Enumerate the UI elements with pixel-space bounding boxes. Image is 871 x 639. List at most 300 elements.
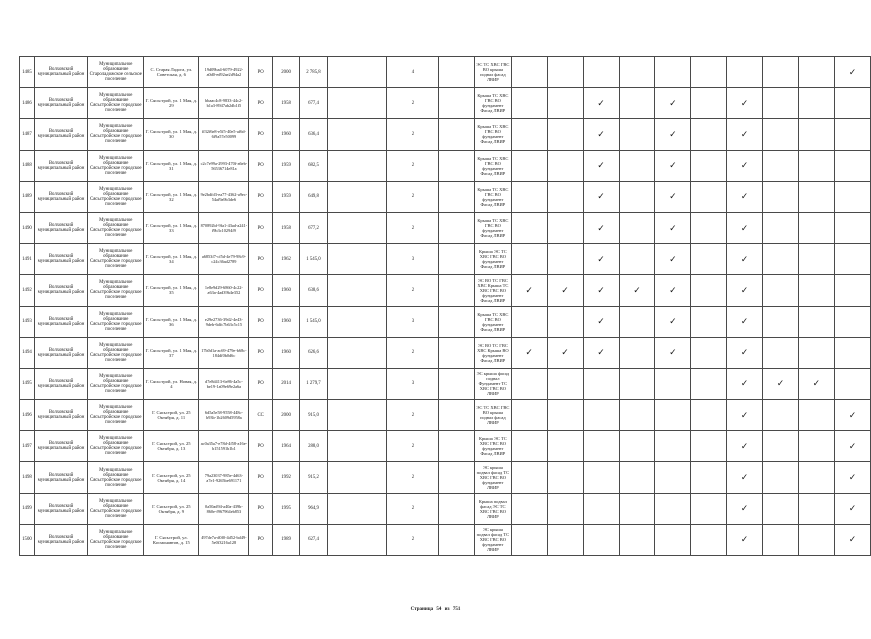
address-cell: С. Старая Ладога, ул. Советская, д. 6 xyxy=(144,57,199,88)
check-mark-icon: ✓ xyxy=(583,244,619,275)
year-cell: 1958 xyxy=(272,212,299,243)
spacer-cell xyxy=(327,150,387,181)
empty-mark-cell xyxy=(511,57,547,88)
district-cell: Волховский муниципальный район xyxy=(34,524,87,555)
empty-mark-cell xyxy=(691,150,727,181)
empty-mark-cell xyxy=(834,181,870,212)
address-cell: Г. Сясьстрой, ул. 1 Мая, д. 35 xyxy=(144,275,199,306)
works-list-cell: Крыша ЭС ТС ХВС ГВС ВО фундамент Фасад ЛВИР xyxy=(475,244,512,275)
check-mark-icon: ✓ xyxy=(655,212,691,243)
table-row xyxy=(20,493,871,524)
works-list-cell: ЭС крыша фасад подвал Фундамент ТС ХВС ГВС ВО ЛВИР xyxy=(475,368,512,399)
guid-cell: 0a50ad94-a40a-439b-860e-f967964eb853 xyxy=(199,493,249,524)
empty-mark-cell xyxy=(691,244,727,275)
table-row xyxy=(20,306,871,337)
ownership-form-cell: РО xyxy=(249,181,272,212)
municipality-cell: Муниципальное образование Сясьстройское городское поселение xyxy=(88,524,144,555)
municipality-cell: Муниципальное образование Сясьстройское городское поселение xyxy=(88,88,144,119)
empty-mark-cell xyxy=(798,275,834,306)
empty-mark-cell xyxy=(763,244,799,275)
district-cell: Волховский муниципальный район xyxy=(34,306,87,337)
year-cell: 1960 xyxy=(272,275,299,306)
footer-page-number: 54 xyxy=(436,607,442,612)
ownership-form-cell: РО xyxy=(249,57,272,88)
empty-mark-cell xyxy=(691,337,727,368)
area-cell: 288,0 xyxy=(300,431,327,462)
footer-page-word: Страница xyxy=(410,607,434,612)
spacer-cell xyxy=(327,306,387,337)
empty-mark-cell xyxy=(583,462,619,493)
works-list-cell: ЭС ВО ТС ГВС ХВС Крыша ВО фундамент Фасад ЛВИР xyxy=(475,337,512,368)
guid-cell: 1e8e9d29-6860-4c22-a63a-4ad39b4e352 xyxy=(199,275,249,306)
ownership-form-cell: СС xyxy=(249,400,272,431)
guid-cell: 17b0d1a-ac69-479e-b68c-184df0b0d6c xyxy=(199,337,249,368)
floors-cell: 4 xyxy=(387,57,439,88)
empty-mark-cell xyxy=(511,88,547,119)
empty-mark-cell xyxy=(547,462,583,493)
empty-mark-cell xyxy=(763,493,799,524)
district-cell: Волховский муниципальный район xyxy=(34,493,87,524)
address-cell: Г. Сясьстрой, ул. 1 Мая, д. 31 xyxy=(144,150,199,181)
area-cell: 626,6 xyxy=(300,337,327,368)
empty-mark-cell xyxy=(655,462,691,493)
municipality-cell: Муниципальное образование Сясьстройское городское поселение xyxy=(88,150,144,181)
empty-mark-cell xyxy=(655,524,691,555)
check-mark-icon: ✓ xyxy=(583,337,619,368)
year-cell: 1992 xyxy=(272,462,299,493)
table-row xyxy=(20,150,871,181)
empty-mark-cell xyxy=(583,524,619,555)
guid-cell: 497de7a-d0f0-4d52-bd49-5e0f3216a128 xyxy=(199,524,249,555)
check-mark-icon: ✓ xyxy=(511,275,547,306)
empty-mark-cell xyxy=(834,337,870,368)
empty-mark-cell xyxy=(727,57,763,88)
guid-cell: 9e2bdfd3-ea77-4362-a9ec-54af9a9b3de6 xyxy=(199,181,249,212)
empty-mark-cell xyxy=(619,150,655,181)
empty-mark-cell xyxy=(691,462,727,493)
guid-cell: c2c7e99a-2993-470f-a6eb-56536714e81a xyxy=(199,150,249,181)
empty-mark-cell xyxy=(511,150,547,181)
spacer-cell xyxy=(327,337,387,368)
empty-mark-cell xyxy=(798,119,834,150)
empty-mark-cell xyxy=(691,212,727,243)
empty-mark-cell xyxy=(763,212,799,243)
empty-mark-cell xyxy=(798,400,834,431)
blank-cell xyxy=(439,244,475,275)
empty-mark-cell xyxy=(763,275,799,306)
guid-cell: a6853f7-cf5d-4e79-98c9-c24c36ad2789 xyxy=(199,244,249,275)
municipality-cell: Муниципальное образование Сясьстройское городское поселение xyxy=(88,306,144,337)
ownership-form-cell: РО xyxy=(249,524,272,555)
year-cell: 1959 xyxy=(272,181,299,212)
address-cell: Г. Сясьстрой, ул. 25 Октября, д. 14 xyxy=(144,462,199,493)
year-cell: 1995 xyxy=(272,493,299,524)
empty-mark-cell xyxy=(619,306,655,337)
guid-cell: e29e2736-39d2-4e43-9deb-6dfc7b63c5c15 xyxy=(199,306,249,337)
table-row xyxy=(20,181,871,212)
year-cell: 2000 xyxy=(272,400,299,431)
blank-cell xyxy=(439,119,475,150)
check-mark-icon: ✓ xyxy=(655,275,691,306)
table-row xyxy=(20,57,871,88)
check-mark-icon: ✓ xyxy=(763,368,799,399)
year-cell: 1964 xyxy=(272,431,299,462)
check-mark-icon: ✓ xyxy=(834,462,870,493)
check-mark-icon: ✓ xyxy=(655,150,691,181)
check-mark-icon: ✓ xyxy=(727,462,763,493)
empty-mark-cell xyxy=(511,212,547,243)
empty-mark-cell xyxy=(798,337,834,368)
empty-mark-cell xyxy=(798,244,834,275)
municipality-cell: Муниципальное образование Сясьстройское городское поселение xyxy=(88,462,144,493)
empty-mark-cell xyxy=(763,119,799,150)
empty-mark-cell xyxy=(619,212,655,243)
spacer-cell xyxy=(327,368,387,399)
empty-mark-cell xyxy=(763,57,799,88)
empty-mark-cell xyxy=(798,431,834,462)
guid-cell: 870892bf-9fa1-43ad-a241-f9b3c10294f9 xyxy=(199,212,249,243)
empty-mark-cell xyxy=(547,88,583,119)
table-row xyxy=(20,119,871,150)
empty-mark-cell xyxy=(798,57,834,88)
check-mark-icon: ✓ xyxy=(727,150,763,181)
floors-cell: 2 xyxy=(387,212,439,243)
blank-cell xyxy=(439,275,475,306)
check-mark-icon: ✓ xyxy=(727,493,763,524)
area-cell: 627,4 xyxy=(300,524,327,555)
spacer-cell xyxy=(327,462,387,493)
address-cell: Г. Сясьстрой, ул. 1 Мая, д. 37 xyxy=(144,337,199,368)
row-id-cell: 1500 xyxy=(20,524,35,555)
empty-mark-cell xyxy=(511,306,547,337)
empty-mark-cell xyxy=(834,244,870,275)
area-cell: 636,4 xyxy=(300,119,327,150)
check-mark-icon: ✓ xyxy=(727,275,763,306)
district-cell: Волховский муниципальный район xyxy=(34,431,87,462)
table-row xyxy=(20,88,871,119)
empty-mark-cell xyxy=(619,88,655,119)
address-cell: Г. Сясьстрой, ул. 1 Мая, д. 30 xyxy=(144,119,199,150)
table-row xyxy=(20,212,871,243)
floors-cell: 2 xyxy=(387,493,439,524)
empty-mark-cell xyxy=(798,181,834,212)
housing-registry-table xyxy=(19,56,871,556)
works-list-cell: ЭС ТС ХВС ГВС ВО крыша подвал фасад ЛВИР xyxy=(475,400,512,431)
empty-mark-cell xyxy=(798,524,834,555)
address-cell: Г. Сясьстрой, ул. 1 Мая, д. 34 xyxy=(144,244,199,275)
empty-mark-cell xyxy=(583,400,619,431)
empty-mark-cell xyxy=(619,181,655,212)
empty-mark-cell xyxy=(511,400,547,431)
district-cell: Волховский муниципальный район xyxy=(34,88,87,119)
check-mark-icon: ✓ xyxy=(727,431,763,462)
check-mark-icon: ✓ xyxy=(583,119,619,150)
empty-mark-cell xyxy=(511,524,547,555)
area-cell: 1 545,0 xyxy=(300,306,327,337)
area-cell: 677,4 xyxy=(300,88,327,119)
table-row xyxy=(20,244,871,275)
row-id-cell: 1494 xyxy=(20,337,35,368)
row-id-cell: 1498 xyxy=(20,462,35,493)
district-cell: Волховский муниципальный район xyxy=(34,368,87,399)
year-cell: 2000 xyxy=(272,57,299,88)
municipality-cell: Муниципальное образование Сясьстройское городское поселение xyxy=(88,244,144,275)
empty-mark-cell xyxy=(691,306,727,337)
empty-mark-cell xyxy=(691,368,727,399)
row-id-cell: 1495 xyxy=(20,368,35,399)
area-cell: 964,9 xyxy=(300,493,327,524)
year-cell: 1958 xyxy=(272,88,299,119)
spacer-cell xyxy=(327,212,387,243)
page-footer xyxy=(0,607,871,612)
check-mark-icon: ✓ xyxy=(655,181,691,212)
empty-mark-cell xyxy=(619,524,655,555)
check-mark-icon: ✓ xyxy=(834,57,870,88)
empty-mark-cell xyxy=(547,400,583,431)
floors-cell: 2 xyxy=(387,275,439,306)
check-mark-icon: ✓ xyxy=(834,400,870,431)
guid-cell: 79a23037-985e-4d63-a7e1-9265be691171 xyxy=(199,462,249,493)
works-list-cell: ЭС ТС ХВС ГВС ВО крыша подвал фасад ЛВИР xyxy=(475,57,512,88)
guid-cell: ac0a35a7-e78d-4f58-a16e-b151591b1b1 xyxy=(199,431,249,462)
municipality-cell: Муниципальное образование Сясьстройское городское поселение xyxy=(88,212,144,243)
year-cell: 1960 xyxy=(272,337,299,368)
check-mark-icon: ✓ xyxy=(834,524,870,555)
check-mark-icon: ✓ xyxy=(727,524,763,555)
works-list-cell: ЭС крыша подвал фасад ТС ХВС ГВС ВО фундамент ЛВИР xyxy=(475,524,512,555)
guid-cell: bbaac4c8-9833-44c2-b1a3-8947ab2db1f5 xyxy=(199,88,249,119)
empty-mark-cell xyxy=(798,88,834,119)
empty-mark-cell xyxy=(763,524,799,555)
district-cell: Волховский муниципальный район xyxy=(34,462,87,493)
empty-mark-cell xyxy=(583,493,619,524)
blank-cell xyxy=(439,368,475,399)
blank-cell xyxy=(439,462,475,493)
empty-mark-cell xyxy=(834,119,870,150)
empty-mark-cell xyxy=(547,150,583,181)
empty-mark-cell xyxy=(655,57,691,88)
area-cell: 1 545,0 xyxy=(300,244,327,275)
row-id-cell: 1490 xyxy=(20,212,35,243)
ownership-form-cell: РО xyxy=(249,462,272,493)
empty-mark-cell xyxy=(547,524,583,555)
empty-mark-cell xyxy=(583,368,619,399)
table-row xyxy=(20,431,871,462)
empty-mark-cell xyxy=(763,88,799,119)
spacer-cell xyxy=(327,57,387,88)
check-mark-icon: ✓ xyxy=(727,306,763,337)
empty-mark-cell xyxy=(547,212,583,243)
spacer-cell xyxy=(327,275,387,306)
check-mark-icon: ✓ xyxy=(655,119,691,150)
works-list-cell: Крыша ТС ХВС ГВС ВО фундамент Фасад ЛВИР xyxy=(475,181,512,212)
check-mark-icon: ✓ xyxy=(834,431,870,462)
municipality-cell: Муниципальное образование Староладожское сельское поселение xyxy=(88,57,144,88)
guid-cell: 19d09ba4-6079-4922-a0d0-ed92ae2d94a2 xyxy=(199,57,249,88)
spacer-cell xyxy=(327,400,387,431)
row-id-cell: 1493 xyxy=(20,306,35,337)
blank-cell xyxy=(439,181,475,212)
area-cell: 2 785,8 xyxy=(300,57,327,88)
empty-mark-cell xyxy=(511,119,547,150)
ownership-form-cell: РО xyxy=(249,337,272,368)
empty-mark-cell xyxy=(619,368,655,399)
check-mark-icon: ✓ xyxy=(727,337,763,368)
empty-mark-cell xyxy=(798,150,834,181)
year-cell: 2014 xyxy=(272,368,299,399)
footer-of-word: из xyxy=(444,607,450,612)
municipality-cell: Муниципальное образование Сясьстройское городское поселение xyxy=(88,181,144,212)
empty-mark-cell xyxy=(511,181,547,212)
empty-mark-cell xyxy=(763,337,799,368)
floors-cell: 3 xyxy=(387,244,439,275)
empty-mark-cell xyxy=(763,181,799,212)
empty-mark-cell xyxy=(655,493,691,524)
district-cell: Волховский муниципальный район xyxy=(34,57,87,88)
ownership-form-cell: РО xyxy=(249,150,272,181)
table-row xyxy=(20,368,871,399)
empty-mark-cell xyxy=(511,493,547,524)
empty-mark-cell xyxy=(547,57,583,88)
district-cell: Волховский муниципальный район xyxy=(34,119,87,150)
floors-cell: 2 xyxy=(387,88,439,119)
floors-cell: 2 xyxy=(387,524,439,555)
blank-cell xyxy=(439,306,475,337)
works-list-cell: ЭС крыша подвал фасад ТС ХВС ГВС ВО фундамент ЛВИР xyxy=(475,462,512,493)
spacer-cell xyxy=(327,431,387,462)
empty-mark-cell xyxy=(691,181,727,212)
empty-mark-cell xyxy=(763,400,799,431)
blank-cell xyxy=(439,212,475,243)
empty-mark-cell xyxy=(763,306,799,337)
spacer-cell xyxy=(327,524,387,555)
spacer-cell xyxy=(327,88,387,119)
floors-cell: 2 xyxy=(387,400,439,431)
empty-mark-cell xyxy=(763,431,799,462)
empty-mark-cell xyxy=(547,119,583,150)
row-id-cell: 1491 xyxy=(20,244,35,275)
area-cell: 677,2 xyxy=(300,212,327,243)
empty-mark-cell xyxy=(547,244,583,275)
check-mark-icon: ✓ xyxy=(655,306,691,337)
check-mark-icon: ✓ xyxy=(727,212,763,243)
works-list-cell: Крыша ТС ХВС ГВС ВО фундамент Фасад ЛВИР xyxy=(475,88,512,119)
district-cell: Волховский муниципальный район xyxy=(34,244,87,275)
spacer-cell xyxy=(327,181,387,212)
ownership-form-cell: РО xyxy=(249,119,272,150)
municipality-cell: Муниципальное образование Сясьстройское городское поселение xyxy=(88,431,144,462)
area-cell: 682,5 xyxy=(300,150,327,181)
empty-mark-cell xyxy=(655,431,691,462)
ownership-form-cell: РО xyxy=(249,212,272,243)
row-id-cell: 1486 xyxy=(20,88,35,119)
area-cell: 915,0 xyxy=(300,400,327,431)
guid-cell: ff32f6e8-e5f5-40e5-af6d-6f9a57e50099 xyxy=(199,119,249,150)
empty-mark-cell xyxy=(798,212,834,243)
empty-mark-cell xyxy=(619,493,655,524)
check-mark-icon: ✓ xyxy=(834,493,870,524)
guid-cell: 6d5a5e58-9558-448c-b93b-1b2609d5958a xyxy=(199,400,249,431)
works-list-cell: Крыша ТС ХВС ГВС ВО фундамент Фасад ЛВИР xyxy=(475,150,512,181)
works-list-cell: Крыша ТС ХВС ГВС ВО фундамент Фасад ЛВИР xyxy=(475,306,512,337)
table-body xyxy=(20,57,871,556)
empty-mark-cell xyxy=(547,493,583,524)
municipality-cell: Муниципальное образование Сясьстройское городское поселение xyxy=(88,400,144,431)
empty-mark-cell xyxy=(619,337,655,368)
check-mark-icon: ✓ xyxy=(583,88,619,119)
municipality-cell: Муниципальное образование Сясьстройское городское поселение xyxy=(88,119,144,150)
year-cell: 1962 xyxy=(272,244,299,275)
floors-cell: 2 xyxy=(387,150,439,181)
check-mark-icon: ✓ xyxy=(727,88,763,119)
empty-mark-cell xyxy=(798,493,834,524)
empty-mark-cell xyxy=(691,57,727,88)
table-row xyxy=(20,524,871,555)
empty-mark-cell xyxy=(655,368,691,399)
empty-mark-cell xyxy=(691,119,727,150)
floors-cell: 2 xyxy=(387,462,439,493)
empty-mark-cell xyxy=(691,493,727,524)
check-mark-icon: ✓ xyxy=(727,368,763,399)
table-row xyxy=(20,337,871,368)
spacer-cell xyxy=(327,493,387,524)
floors-cell: 3 xyxy=(387,306,439,337)
district-cell: Волховский муниципальный район xyxy=(34,400,87,431)
address-cell: Г. Сясьстрой, ул. Новая, д. 4 xyxy=(144,368,199,399)
row-id-cell: 1489 xyxy=(20,181,35,212)
address-cell: Г. Сясьстрой, ул. 25 Октября, д. 9 xyxy=(144,493,199,524)
check-mark-icon: ✓ xyxy=(727,119,763,150)
area-cell: 649,8 xyxy=(300,181,327,212)
address-cell: Г. Сясьстрой, ул. 1 Мая, д. 36 xyxy=(144,306,199,337)
district-cell: Волховский муниципальный район xyxy=(34,212,87,243)
works-list-cell: Крыша подвал фасад ЭС ТС ХВС ГВС ВО ЛВИР xyxy=(475,493,512,524)
address-cell: Г. Сясьстрой, ул. 25 Октября, д. 11 xyxy=(144,400,199,431)
empty-mark-cell xyxy=(511,462,547,493)
empty-mark-cell xyxy=(511,368,547,399)
address-cell: Г. Сясьстрой, ул. 25 Октября, д. 13 xyxy=(144,431,199,462)
address-cell: Г. Сясьстрой, ул. 1 Мая, д. 33 xyxy=(144,212,199,243)
empty-mark-cell xyxy=(691,524,727,555)
empty-mark-cell xyxy=(834,275,870,306)
row-id-cell: 1496 xyxy=(20,400,35,431)
empty-mark-cell xyxy=(798,306,834,337)
check-mark-icon: ✓ xyxy=(727,244,763,275)
ownership-form-cell: РО xyxy=(249,244,272,275)
empty-mark-cell xyxy=(691,400,727,431)
table-row xyxy=(20,400,871,431)
ownership-form-cell: РО xyxy=(249,275,272,306)
empty-mark-cell xyxy=(619,431,655,462)
works-list-cell: Крыша ЭС ТС ХВС ГВС ВО фундамент Фасад ЛВИР xyxy=(475,431,512,462)
district-cell: Волховский муниципальный район xyxy=(34,181,87,212)
blank-cell xyxy=(439,57,475,88)
check-mark-icon: ✓ xyxy=(655,88,691,119)
year-cell: 1989 xyxy=(272,524,299,555)
municipality-cell: Муниципальное образование Сясьстройское городское поселение xyxy=(88,493,144,524)
works-list-cell: ЭС ВО ТС ГВС ХВС Крыша ТС ХВС ГВС ВО фундамент Фасад ЛВИР xyxy=(475,275,512,306)
works-list-cell: Крыша ТС ХВС ГВС ВО фундамент Фасад ЛВИР xyxy=(475,212,512,243)
empty-mark-cell xyxy=(798,462,834,493)
empty-mark-cell xyxy=(834,306,870,337)
check-mark-icon: ✓ xyxy=(798,368,834,399)
area-cell: 915,2 xyxy=(300,462,327,493)
table-row xyxy=(20,275,871,306)
ownership-form-cell: РО xyxy=(249,431,272,462)
check-mark-icon: ✓ xyxy=(619,275,655,306)
check-mark-icon: ✓ xyxy=(547,337,583,368)
ownership-form-cell: РО xyxy=(249,88,272,119)
